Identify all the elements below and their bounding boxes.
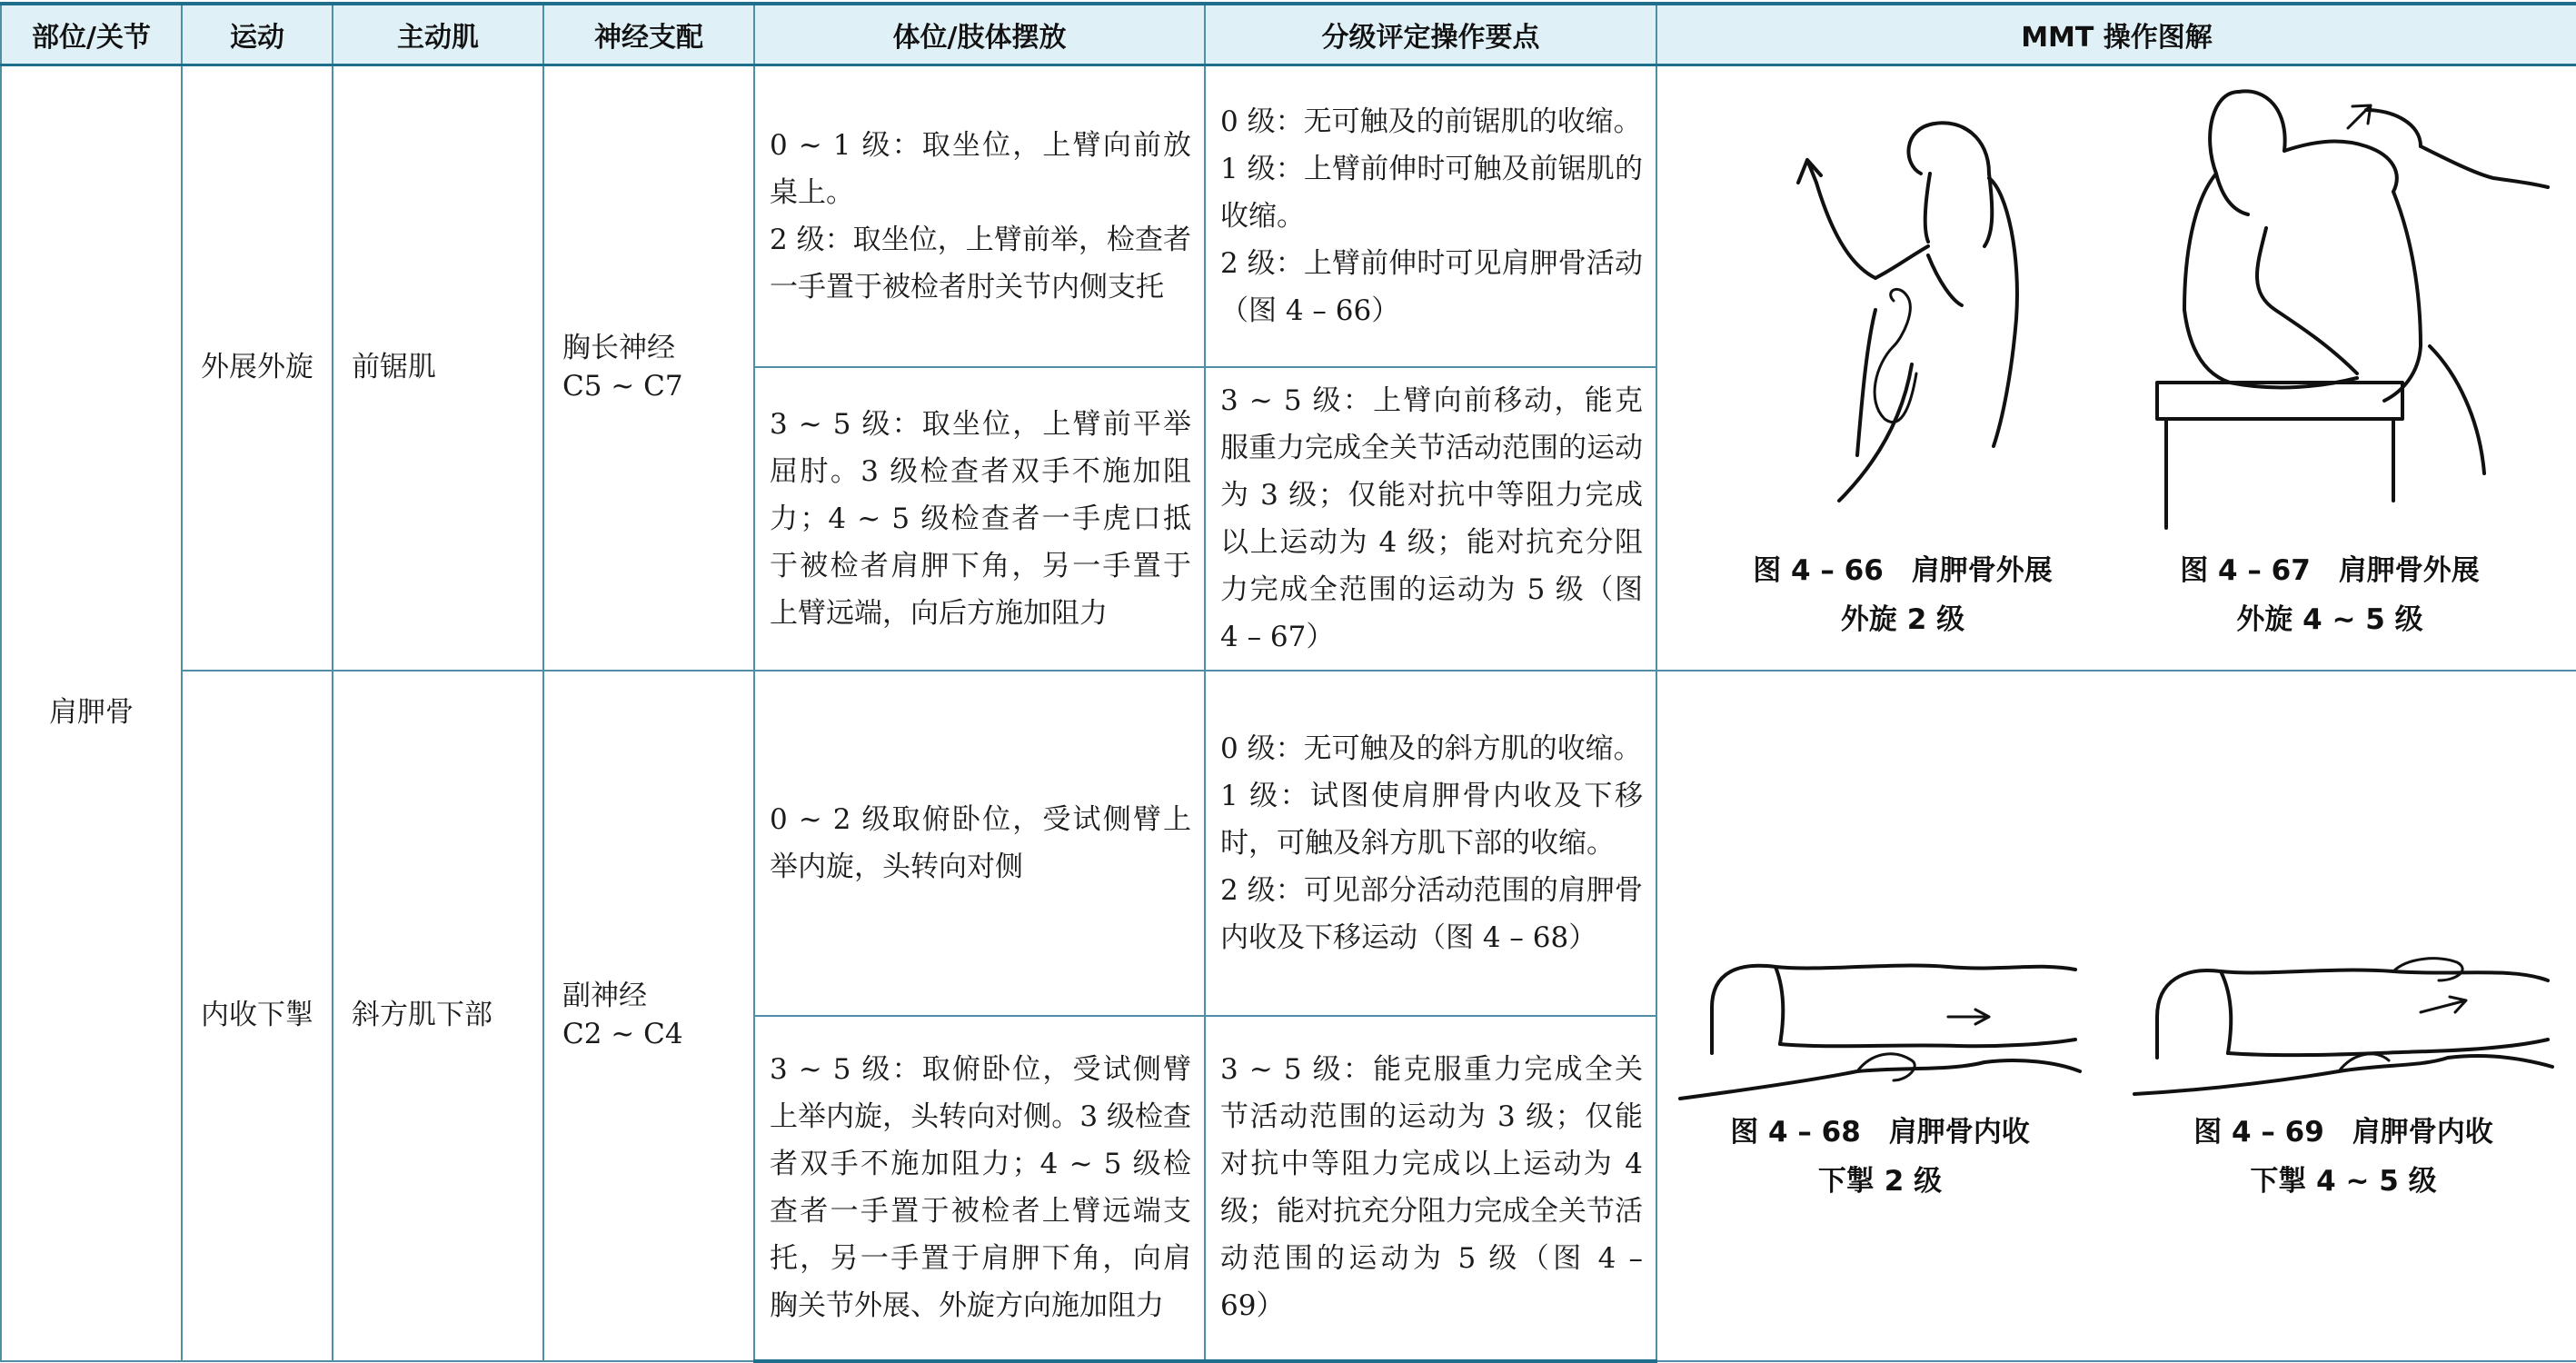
figure-caption-line2: 下掣 2 级: [1817, 1164, 1943, 1198]
header-nerve: 神经支配: [543, 4, 754, 65]
motion-cell: 外展外旋: [182, 65, 333, 671]
position-cell: 3 ~ 5 级：取俯卧位，受试侧臂上举内旋，头转向对侧。3 级检查者双手不施加阻力；4 ~ 5 级检查者一手置于被检者上臂远端支托，另一手置于肩胛下角，向肩胸关节外展、外旋方向施加阻力: [754, 1016, 1205, 1361]
mmt-table: [0, 2, 2576, 1363]
figure-caption-line1: 图 4 – 69 肩胛骨内收: [2193, 1115, 2493, 1149]
nerve-name: 副神经: [562, 979, 647, 1012]
figure-caption-line1: 图 4 – 68 肩胛骨内收: [1730, 1115, 2030, 1149]
region-cell: 肩胛骨: [1, 65, 182, 1361]
position-cell: 0 ~ 1 级：取坐位，上臂向前放桌上。 2 级：取坐位，上臂前举，检查者一手置于被检者肘关节内侧支托: [754, 65, 1205, 367]
nerve-cell: [543, 65, 754, 671]
prone-palpation-sketch-icon: [1676, 944, 2084, 1108]
nerve-name: 胸长神经: [562, 331, 675, 364]
figure-caption-line2: 外旋 4 ~ 5 级: [2236, 603, 2423, 636]
figure-caption-line2: 下掣 4 ~ 5 级: [2250, 1164, 2437, 1198]
header-grading: 分级评定操作要点: [1205, 4, 1656, 65]
grading-cell: 0 级：无可触及的斜方肌的收缩。 1 级：试图使肩胛骨内收及下移时，可触及斜方肌下部的收缩。 2 级：可见部分活动范围的肩胛骨内收及下移运动（图 4 – 68）: [1205, 671, 1656, 1016]
figure-cell: [1656, 65, 2576, 671]
header-figures: MMT 操作图解: [1656, 4, 2576, 65]
grading-cell: 0 级：无可触及的前锯肌的收缩。 1 级：上臂前伸时可触及前锯肌的收缩。 2 级：上臂前伸时可见肩胛骨活动（图 4 – 66）: [1205, 65, 1656, 367]
header-muscle: 主动肌: [333, 4, 543, 65]
muscle-cell: 斜方肌下部: [333, 671, 543, 1361]
figure-caption-line2: 外旋 2 级: [1840, 603, 1965, 636]
position-cell: 3 ~ 5 级：取坐位，上臂前平举屈肘。3 级检查者双手不施加阻力；4 ~ 5 级检查者一手虎口抵于被检者肩胛下角，另一手置于上臂远端，向后方施加阻力: [754, 367, 1205, 671]
prone-resisted-sketch-icon: [2130, 944, 2557, 1108]
table-header-row: [1, 4, 2576, 65]
figure-caption-line1: 图 4 – 67 肩胛骨外展: [2180, 554, 2480, 587]
figure-caption-line1: 图 4 – 66 肩胛骨外展: [1753, 554, 2053, 587]
motion-cell: 内收下掣: [182, 671, 333, 1361]
seated-arm-forward-sketch-icon: [1766, 74, 2039, 546]
nerve-root: C5 ~ C7: [562, 369, 683, 403]
table-row: [1, 65, 2576, 367]
muscle-cell: 前锯肌: [333, 65, 543, 671]
figure-cell: [1656, 671, 2576, 1361]
grading-cell: 3 ~ 5 级：能克服重力完成全关节活动范围的运动为 3 级；仅能对抗中等阻力完成以上运动为 4 级；能对抗充分阻力完成全关节活动范围的运动为 5 级（图 4 – 69）: [1205, 1016, 1656, 1361]
figure-4-69: [2130, 944, 2557, 1206]
header-region: 部位/关节: [1, 4, 182, 65]
figure-4-67: [2130, 74, 2530, 644]
figure-4-68: [1666, 944, 2094, 1206]
nerve-cell: [543, 671, 754, 1361]
header-position: 体位/肢体摆放: [754, 4, 1205, 65]
grading-cell: 3 ~ 5 级：上臂向前移动，能克服重力完成全关节活动范围的运动为 3 级；仅能对抗中等阻力完成以上运动为 4 级；能对抗充分阻力完成全范围的运动为 5 级（图 4 – 67）: [1205, 367, 1656, 671]
figure-4-66: [1712, 74, 2094, 644]
seated-resisted-sketch-icon: [2130, 74, 2557, 546]
nerve-root: C2 ~ C4: [562, 1017, 683, 1050]
header-motion: 运动: [182, 4, 333, 65]
position-cell: 0 ~ 2 级取俯卧位，受试侧臂上举内旋，头转向对侧: [754, 671, 1205, 1016]
table-row: [1, 671, 2576, 1016]
